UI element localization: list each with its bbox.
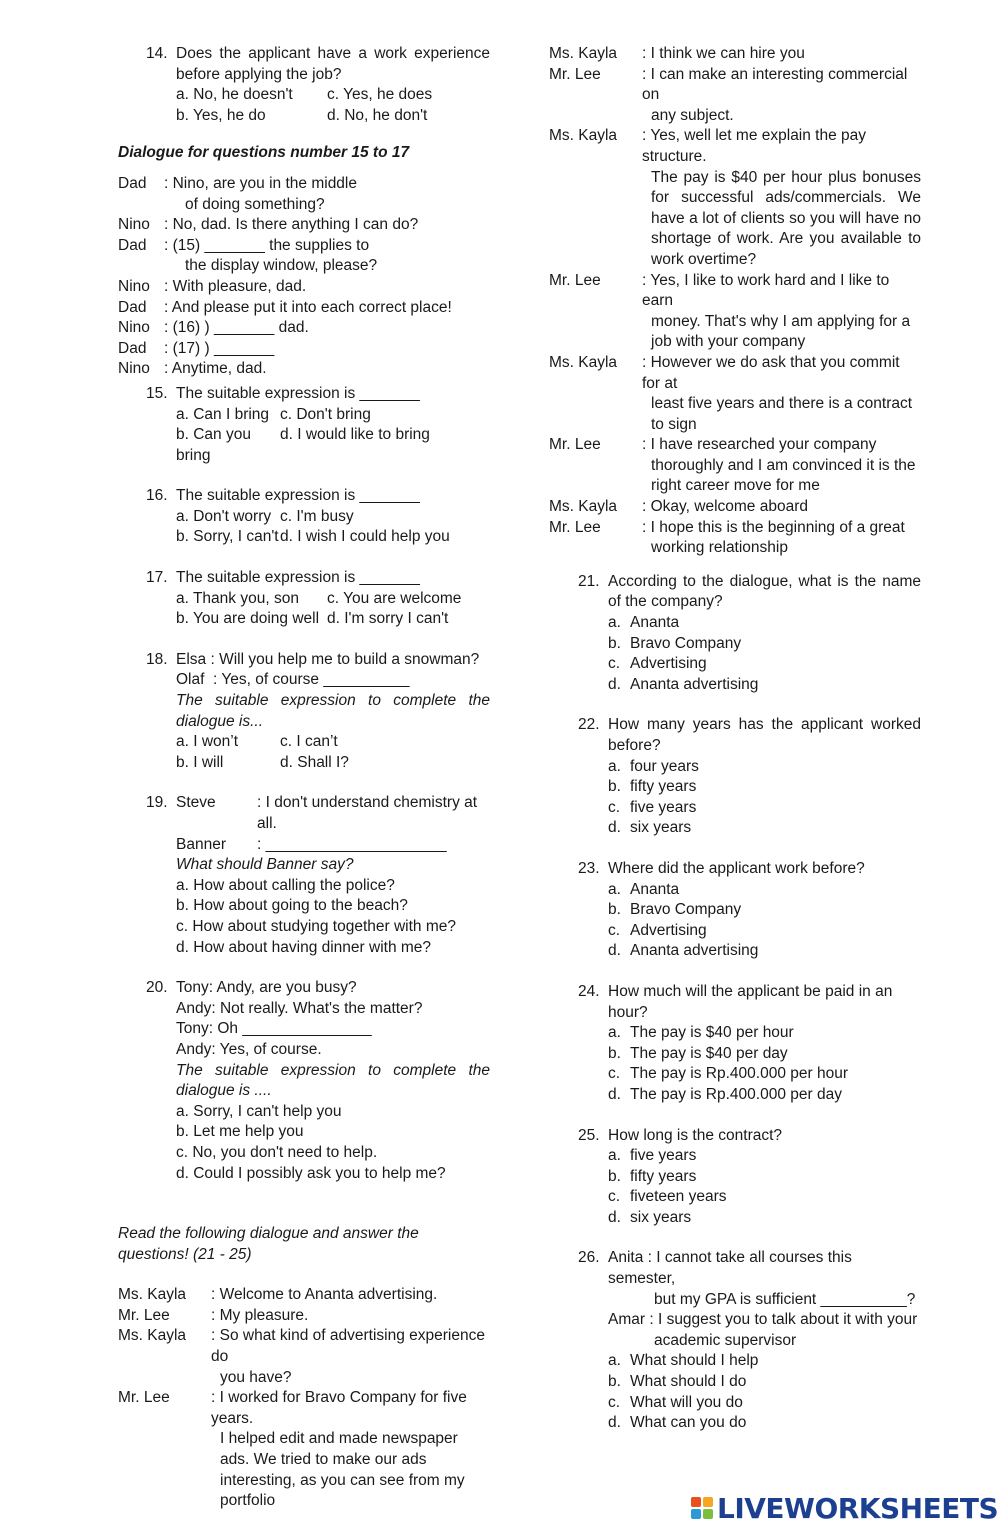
question-15: [118, 384, 490, 466]
option[interactable]: c. You are welcome: [327, 589, 462, 607]
left-column: [118, 44, 490, 1512]
dialogue-line: Banner : _____________________: [176, 835, 447, 853]
question-stem: How many years has the applicant worked before?: [608, 716, 921, 754]
question-20: [118, 978, 490, 1184]
dialogue-line: Andy: Not really. What's the matter?: [176, 999, 423, 1017]
dialogue-15-17: [118, 174, 490, 380]
liveworksheets-logo-icon: [691, 1497, 713, 1519]
dialogue-line: Dad : And please put it into each correct place!: [118, 298, 452, 316]
option[interactable]: b. What should I do: [608, 1373, 747, 1391]
dialogue-line: Amar : I suggest you to talk about it with your: [608, 1311, 918, 1329]
option[interactable]: a. Can I bring: [176, 405, 270, 423]
dialogue-21-25: [118, 1285, 490, 1512]
option[interactable]: c. five years: [608, 798, 697, 816]
dialogue-line: Elsa : Will you help me to build a snowman?: [176, 650, 480, 668]
option[interactable]: c. fiveteen years: [608, 1188, 727, 1206]
dialogue-line: academic supervisor: [654, 1331, 797, 1349]
dialogue-line: Mr. Lee : I hope this is the beginning of a great working relationship: [549, 518, 905, 557]
dialogue-line: Ms. Kayla : Okay, welcome aboard: [549, 498, 808, 516]
question-stem: According to the dialogue, what is the name of the company?: [608, 572, 921, 611]
option[interactable]: d. What can you do: [608, 1414, 747, 1432]
option[interactable]: c. How about studying together with me?: [176, 917, 457, 935]
section-instruction: Read the following dialogue and answer the questions! (21 - 25): [118, 1225, 419, 1263]
question-stem: Where did the applicant work before?: [608, 859, 865, 877]
option[interactable]: b. Yes, he do: [176, 106, 266, 124]
question-22: [549, 715, 921, 839]
option[interactable]: c. The pay is Rp.400.000 per hour: [608, 1065, 848, 1083]
option[interactable]: d. No, he don't: [327, 106, 428, 124]
dialogue-line: Nino : With pleasure, dad.: [118, 277, 307, 295]
dialogue-line: Andy: Yes, of course.: [176, 1040, 322, 1058]
right-column: [549, 44, 921, 1434]
question-number: 25.: [578, 1126, 600, 1144]
option[interactable]: b. fifty years: [608, 778, 697, 796]
dialogue-line: Ms. Kayla : Welcome to Ananta advertising.: [118, 1286, 438, 1304]
option[interactable]: b. Bravo Company: [608, 901, 742, 919]
question-26: [549, 1248, 921, 1433]
option[interactable]: c. No, you don't need to help.: [176, 1143, 378, 1161]
option[interactable]: d. I wish I could help you: [280, 528, 450, 546]
option[interactable]: a. Don't worry: [176, 507, 272, 525]
question-number: 17.: [146, 569, 168, 587]
options: [176, 589, 490, 630]
option[interactable]: a. What should I help: [608, 1352, 759, 1370]
instruction: What should Banner say?: [176, 856, 354, 874]
option[interactable]: d. How about having dinner with me?: [176, 938, 432, 956]
question-number: 14.: [146, 45, 168, 62]
option[interactable]: a. The pay is $40 per hour: [608, 1024, 794, 1042]
logo-text: LIVEWORKSHEETS: [717, 1491, 999, 1525]
dialogue-line: but my GPA is sufficient __________?: [654, 1290, 916, 1308]
question-23: [549, 859, 921, 962]
question-number: 23.: [578, 859, 600, 877]
option[interactable]: c. What will you do: [608, 1393, 743, 1411]
dialogue-line: Ms. Kayla : Yes, well let me explain the pay structure. The pay is $40 per hour plus bonuses for successful ads/commercials. We have a lot of clients so you will have no shortage of work. Are you available to work overtime?: [549, 127, 921, 268]
options: [176, 85, 490, 126]
instruction: The suitable expression to complete the dialogue is ....: [176, 1061, 490, 1100]
instruction: The suitable expression to complete the dialogue is...: [176, 692, 490, 730]
option[interactable]: b. You are doing well: [176, 610, 320, 628]
dialogue-line: Steve : I don't understand chemistry at all.: [176, 794, 478, 832]
dialogue-line: Mr. Lee : I worked for Bravo Company for five years. I helped edit and made newspaper ads. We tried to make our ads interesting, as you can see from my portfolio: [118, 1389, 467, 1510]
dialogue-line: Ms. Kayla : However we do ask that you commit for at least five years and there is a contract to sign: [549, 353, 913, 433]
option[interactable]: a. I won’t: [176, 733, 239, 751]
dialogue-line: Nino : No, dad. Is there anything I can do?: [118, 216, 419, 234]
dialogue-continued: [549, 44, 921, 559]
option[interactable]: d. Ananta advertising: [608, 675, 759, 693]
option[interactable]: b. I will: [176, 753, 224, 771]
option[interactable]: c. Yes, he does: [327, 86, 433, 104]
question-18: [118, 650, 490, 774]
liveworksheets-logo[interactable]: [691, 1491, 998, 1525]
question-17: [118, 568, 490, 630]
question-number: 22.: [578, 716, 600, 734]
question-16: [118, 486, 490, 548]
question-number: 15.: [146, 384, 168, 402]
dialogue-line: Mr. Lee : I have researched your company thoroughly and I am convinced it is the right career move for me: [549, 436, 916, 495]
option[interactable]: b. fifty years: [608, 1167, 697, 1185]
options: [176, 405, 490, 467]
dialogue-line: Dad : (15) _______ the supplies to the display window, please?: [118, 236, 378, 275]
dialogue-line: Ms. Kayla : I think we can hire you: [549, 45, 805, 62]
question-number: 24.: [578, 982, 600, 1000]
option[interactable]: b. How about going to the beach?: [176, 897, 408, 915]
dialogue-line: Ms. Kayla : So what kind of advertising experience do you have?: [118, 1327, 485, 1386]
option[interactable]: d. I would like to bring: [280, 426, 430, 444]
option[interactable]: d. six years: [608, 1208, 692, 1226]
dialogue-line: Mr. Lee : I can make an interesting commercial on any subject.: [549, 65, 908, 124]
question-25: [549, 1126, 921, 1229]
option[interactable]: a. Thank you, son: [176, 589, 299, 607]
dialogue-line: Mr. Lee : Yes, I like to work hard and I like to earn money. That's why I am applying for a job with your company: [549, 271, 911, 351]
options: [176, 507, 490, 548]
option[interactable]: c. Advertising: [608, 655, 707, 673]
options: [176, 732, 490, 773]
option[interactable]: a. No, he doesn't: [176, 86, 293, 104]
option[interactable]: a. How about calling the police?: [176, 876, 395, 894]
question-number: 16.: [146, 487, 168, 505]
question-stem: The suitable expression is _______: [176, 487, 420, 505]
question-stem: Does the applicant have a work experience before applying the job?: [176, 45, 490, 83]
question-number: 20.: [146, 979, 168, 997]
option[interactable]: d. The pay is Rp.400.000 per day: [608, 1085, 842, 1103]
option[interactable]: d. I'm sorry I can't: [327, 610, 449, 628]
question-stem: How much will the applicant be paid in an hour?: [608, 982, 893, 1021]
question-number: 21.: [578, 572, 600, 590]
option[interactable]: b. Can you bring: [176, 426, 251, 464]
dialogue-line: Dad : (17) ) _______: [118, 339, 275, 357]
option[interactable]: d. Ananta advertising: [608, 942, 759, 960]
question-14: [118, 44, 490, 126]
option[interactable]: c. I'm busy: [280, 507, 354, 525]
dialogue-line: Olaf : Yes, of course __________: [176, 671, 410, 689]
dialogue-line: Tony: Oh _______________: [176, 1020, 372, 1038]
dialogue-line: Nino : (16) ) _______ dad.: [118, 319, 309, 337]
question-number: 26.: [578, 1249, 600, 1267]
dialogue-line: Nino : Anytime, dad.: [118, 360, 267, 378]
option[interactable]: a. four years: [608, 757, 699, 775]
option[interactable]: d. Shall I?: [280, 753, 349, 771]
question-number: 19.: [146, 794, 168, 812]
option[interactable]: b. Let me help you: [176, 1123, 304, 1141]
question-stem: The suitable expression is _______: [176, 569, 420, 587]
question-stem: The suitable expression is _______: [176, 384, 420, 402]
option[interactable]: c. I can’t: [280, 733, 338, 751]
option[interactable]: a. Sorry, I can't help you: [176, 1102, 342, 1120]
option[interactable]: c. Don't bring: [280, 405, 371, 423]
option[interactable]: a. five years: [608, 1147, 697, 1165]
question-24: [549, 982, 921, 1106]
question-number: 18.: [146, 650, 168, 668]
option[interactable]: c. Advertising: [608, 921, 707, 939]
option[interactable]: b. Bravo Company: [608, 634, 742, 652]
option[interactable]: a. Ananta: [608, 614, 680, 632]
option[interactable]: d. Could I possibly ask you to help me?: [176, 1164, 446, 1182]
option[interactable]: a. Ananta: [608, 880, 680, 898]
dialogue-line: Anita : I cannot take all courses this semester,: [608, 1249, 852, 1288]
section-heading: Dialogue for questions number 15 to 17: [118, 144, 410, 162]
option[interactable]: d. six years: [608, 819, 692, 837]
question-stem: How long is the contract?: [608, 1126, 783, 1144]
dialogue-line: Mr. Lee : My pleasure.: [118, 1306, 309, 1324]
option[interactable]: b. The pay is $40 per day: [608, 1044, 788, 1062]
dialogue-line: Dad : Nino, are you in the middle of doing something?: [118, 174, 357, 213]
question-21: [549, 572, 921, 696]
dialogue-line: Tony: Andy, are you busy?: [176, 979, 357, 997]
option[interactable]: b. Sorry, I can't: [176, 528, 279, 546]
question-19: [118, 793, 490, 958]
